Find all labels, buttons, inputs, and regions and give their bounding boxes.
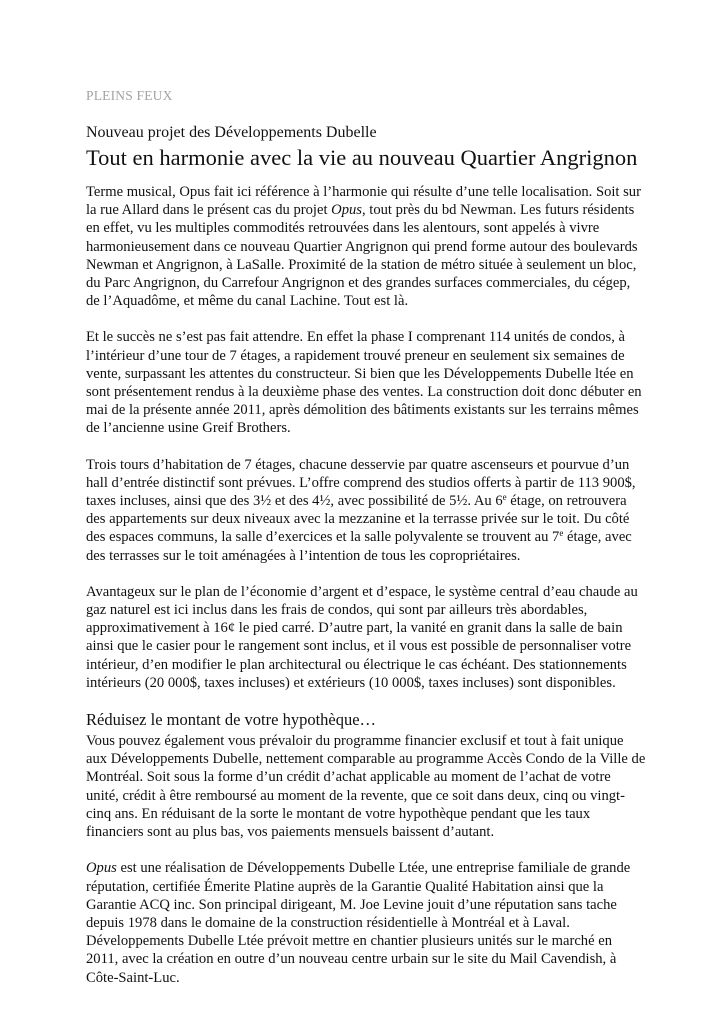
paragraph-developer: Opus est une réalisation de Développements Dubelle Ltée, une entreprise familiale de grande réputation, certifiée Émerite Platine auprès de la Garantie Qualité Habitation ainsi que la Garantie ACQ inc. Son principal dirigeant, M. Joe Levine jouit d’une réputation sans tache depuis 1978 dans le domaine de la construction résidentielle à Montréal et à Laval. Développements Dubelle Ltée prévoit mettre en chantier plusieurs unités sur le marché en 2011, avec la création en outre d’un nouveau centre urbain sur le site du Mail Cavendish, à Côte-Saint-Luc. [86, 860, 631, 986]
paragraph-savings: Avantageux sur le plan de l’économie d’argent et d’espace, le système central d’eau chaude au gaz naturel est ici inclus dans les frais de condos, qui sont par ailleurs très abordables, approximativement à 16¢ le pied carré. D’autre part, la vanité en granit dans la salle de bain ainsi que le casier pour le rangement sont inclus, et il vous est possible de personnaliser votre intérieur, d’en modifier le plan architectural ou électrique le cas échéant. Des stationnements intérieurs (20 000$, taxes incluses) et extérieurs (10 000$, taxes incluses) sont disponibles. [86, 583, 638, 691]
paragraph-towers: Trois tours d’habitation de 7 étages, chacune desservie par quatre ascenseurs et pourvue d’un hall d’entrée distinctif sont prévues. L’offre comprend des studios offerts à partir de 113 900$, taxes incluses, ainsi que des 3½ et des 4½, avec possibilité de 5½. Au 6e étage, on retrouvera des appartements sur deux niveaux avec la mezzanine et la terrasse privée sur le toit. Du côté des espaces communs, la salle d’exercices et la salle polyvalente se trouvent au 7e étage, avec des terrasses sur le toit aménagées à l’intention de tous les copropriétaires. [86, 456, 636, 564]
paragraph-financing: Vous pouvez également vous prévaloir du programme financier exclusif et tout à fait unique aux Développements Dubelle, nettement comparable au programme Accès Condo de la Ville de Montréal. Soit sous la forme d’un crédit d’achat applicable au moment de l’achat de votre unité, crédit à être remboursé au moment de la revente, que ce soit dans deux, cinq ou vingt-cinq ans. En réduisant de la sorte le montant de votre hypothèque pendant que les taux financiers sont au plus bas, vos paiements mensuels baissent d’autant. [86, 733, 646, 841]
article-kicker: Nouveau projet des Développements Dubelle [86, 124, 377, 141]
paragraph-success: Et le succès ne s’est pas fait attendre. En effet la phase I comprenant 114 unités de condos, à l’intérieur d’une tour de 7 étages, a rapidement trouvé preneur en seulement six semaines de vente, surpassant les attentes du constructeur. Si bien que les Développements Dubelle ltée en sont présentement rendus à la deuxième phase des ventes. La construction doit donc débuter en mai de la présente année 2011, après démolition des bâtiments existants sur les terrains mêmes de l’ancienne usine Greif Brothers. [86, 329, 642, 437]
paragraph-intro: Terme musical, Opus fait ici référence à l’harmonie qui résulte d’une telle localisation. Soit sur la rue Allard dans le présent cas du projet Opus, tout près du bd Newman. Les futurs résidents en effet, vu les multiples commodités retrouvées dans les alentours, sont appelés à vivre harmonieusement dans ce nouveau Quartier Angrignon qui prend forme autour des boulevards Newman et Angrignon, à LaSalle. Proximité de la station de métro située à seulement un bloc, du Parc Angrignon, du Carrefour Angrignon et des grandes surfaces commerciales, du cégep, de l’Aquadôme, et même du canal Lachine. Tout est là. [86, 184, 641, 310]
article-headline: Tout en harmonie avec la vie au nouveau Quartier Angrignon [86, 145, 638, 170]
article-body [86, 183, 646, 1005]
subheading-mortgage: Réduisez le montant de votre hypothèque… [86, 710, 377, 730]
section-label: PLEINS FEUX [86, 88, 173, 103]
project-name-emphasis: Opus [86, 860, 117, 877]
project-name-emphasis: Opus [331, 202, 362, 219]
